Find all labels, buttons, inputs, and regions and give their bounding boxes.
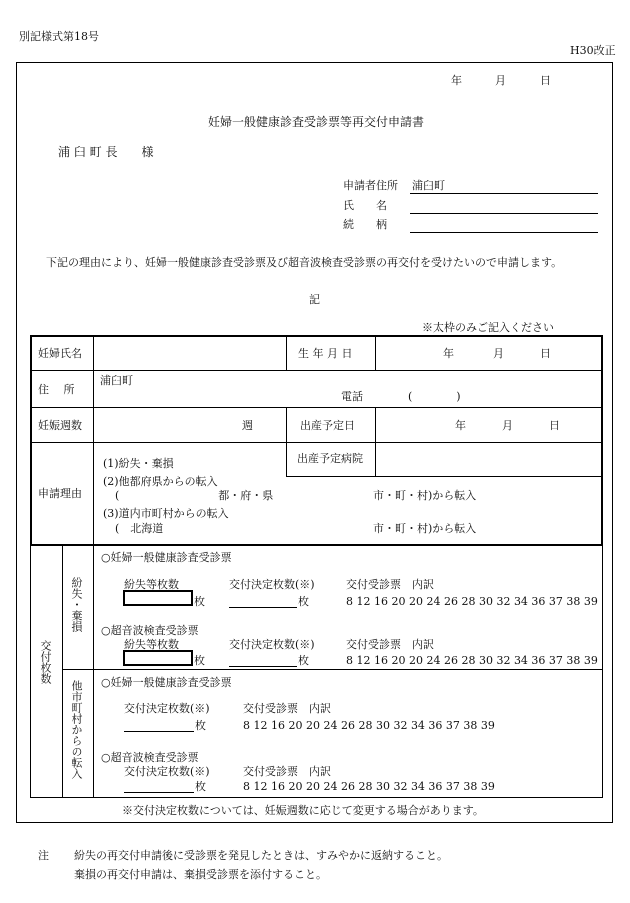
- due-year: 年: [455, 419, 466, 432]
- address-underline: [410, 193, 598, 194]
- col-line: [375, 407, 376, 477]
- lost-general-weeks-list: 8 12 16 20 20 24 26 28 30 32 34 36 37 38 39: [346, 595, 598, 608]
- relation-underline: [410, 232, 598, 233]
- issue-count-label: 交付枚数: [39, 640, 52, 684]
- col-line: [93, 546, 94, 797]
- birth-month: 月: [493, 347, 504, 360]
- form-number: 別記様式第18号: [19, 30, 99, 43]
- lost-general-lost-unit: 枚: [194, 595, 205, 608]
- reason-2-moved-from: 市・町・村)から転入: [373, 489, 477, 502]
- lost-ultra-breakdown-label: 交付受診票 内訳: [346, 638, 434, 651]
- lost-ultrasound-title: ○超音波検査受診票: [101, 624, 199, 637]
- col-line: [30, 546, 31, 797]
- applicant-address-value: 浦臼町: [412, 179, 445, 192]
- lost-ultra-lost-unit: 枚: [194, 654, 205, 667]
- other-ultra-unit: 枚: [195, 780, 206, 793]
- lost-ultra-decided-label: 交付決定枚数(※): [229, 638, 315, 651]
- document-title: 妊婦一般健康診査受診票等再交付申請書: [208, 115, 425, 129]
- row-line: [31, 442, 602, 443]
- row-line: [62, 669, 603, 670]
- ki-mark: 記: [309, 293, 320, 306]
- lost-general-decided-label: 交付決定枚数(※): [229, 578, 315, 591]
- addressee: 浦 臼 町 長 様: [58, 145, 154, 159]
- applicant-address-label: 申請者住所: [343, 179, 398, 192]
- pregnant-name-field[interactable]: [95, 338, 285, 369]
- reason-2-prefecture[interactable]: ( 都・府・県: [115, 489, 274, 502]
- weeks-unit: 週: [242, 419, 253, 432]
- table-footnote: ※交付決定枚数については、妊娠週数に応じて変更する場合があります。: [122, 804, 484, 817]
- other-general-breakdown-label: 交付受診票 内訳: [243, 702, 331, 715]
- lost-damaged-label: 紛失・棄損: [70, 577, 83, 632]
- col-line: [375, 337, 376, 370]
- weeks-field[interactable]: [95, 409, 285, 441]
- col-line: [286, 337, 287, 370]
- lost-general-decided-line[interactable]: [229, 607, 297, 608]
- applicant-name-label: 氏 名: [343, 199, 387, 212]
- reason-label: 申請理由: [38, 487, 82, 500]
- due-date-field[interactable]: [377, 409, 601, 441]
- bold-frame-note: ※太枠のみご記入ください: [422, 321, 554, 334]
- col-line: [62, 546, 63, 797]
- birthdate-label: 生 年 月 日: [298, 347, 353, 360]
- lost-ultra-lost-count-label: 紛失等枚数: [124, 638, 179, 651]
- revision-label: H30改正: [570, 44, 616, 57]
- lost-general-breakdown-label: 交付受診票 内訳: [346, 578, 434, 591]
- pregnant-name-label: 妊婦氏名: [38, 347, 82, 360]
- other-ultra-breakdown-label: 交付受診票 内訳: [243, 765, 331, 778]
- row-line: [286, 476, 602, 477]
- other-general-decided-label: 交付決定枚数(※): [124, 702, 210, 715]
- weeks-label: 妊娠週数: [38, 419, 82, 432]
- col-line: [602, 546, 603, 797]
- name-underline: [410, 213, 598, 214]
- applicant-relation-label: 続 柄: [343, 218, 387, 231]
- due-date-label: 出産予定日: [300, 419, 355, 432]
- other-ultra-decided-label: 交付決定枚数(※): [124, 765, 210, 778]
- notes-label: 注: [38, 849, 49, 862]
- reason-3[interactable]: (3)道内市町村からの転入: [103, 507, 229, 520]
- birth-year: 年: [443, 347, 454, 360]
- row-line: [30, 797, 603, 798]
- lost-general-lost-count-box[interactable]: [123, 590, 193, 606]
- date-day: 日: [540, 74, 551, 87]
- birthdate-field[interactable]: [377, 338, 601, 369]
- lost-ultra-lost-count-box[interactable]: [123, 650, 193, 666]
- other-general-exam-title: ○妊婦一般健康診査受診票: [101, 676, 232, 689]
- date-month: 月: [495, 74, 506, 87]
- row-line: [31, 407, 602, 408]
- lost-ultra-weeks-list: 8 12 16 20 20 24 26 28 30 32 34 36 37 38 39: [346, 654, 598, 667]
- col-line: [93, 337, 94, 544]
- col-line: [286, 407, 287, 477]
- reason-2[interactable]: (2)他都府県からの転入: [103, 475, 218, 488]
- hospital-label: 出産予定病院: [297, 452, 363, 465]
- note-line-2: 棄損の再交付申請は、棄損受診票を添付すること。: [74, 868, 327, 881]
- lost-ultra-decided-line[interactable]: [229, 666, 297, 667]
- lost-ultra-decided-unit: 枚: [298, 654, 309, 667]
- lost-general-lost-count-label: 紛失等枚数: [124, 578, 179, 591]
- other-general-decided-line[interactable]: [124, 731, 194, 732]
- row-line: [31, 370, 602, 371]
- other-ultra-decided-line[interactable]: [124, 792, 194, 793]
- birth-day: 日: [540, 347, 551, 360]
- due-month: 月: [502, 419, 513, 432]
- hospital-field[interactable]: [377, 444, 601, 475]
- phone-label: 電話: [341, 390, 363, 403]
- lost-general-exam-title: ○妊婦一般健康診査受診票: [101, 551, 232, 564]
- due-day: 日: [549, 419, 560, 432]
- lost-general-decided-unit: 枚: [298, 595, 309, 608]
- other-municipality-label: 他市町村からの転入: [70, 680, 83, 779]
- note-line-1: 紛失の再交付申請後に受診票を発見したときは、すみやかに返納すること。: [74, 849, 448, 862]
- other-general-weeks-list: 8 12 16 20 20 24 26 28 30 32 34 36 37 38 39: [243, 719, 495, 732]
- address-value: 浦臼町: [100, 374, 133, 387]
- phone-parens: ( ): [408, 390, 461, 403]
- reason-3-hokkaido[interactable]: ( 北海道: [115, 522, 164, 535]
- other-ultrasound-title: ○超音波検査受診票: [101, 751, 199, 764]
- other-general-unit: 枚: [195, 719, 206, 732]
- address-label: 住 所: [38, 383, 75, 396]
- reason-3-moved-from: 市・町・村)から転入: [373, 522, 477, 535]
- date-year: 年: [451, 74, 462, 87]
- statement: 下記の理由により、妊婦一般健康診査受診票及び超音波検査受診票の再交付を受けたいので申請します。: [46, 256, 563, 269]
- other-ultra-weeks-list: 8 12 16 20 20 24 26 28 30 32 34 36 37 38 39: [243, 780, 495, 793]
- reason-1[interactable]: (1)紛失・棄損: [103, 457, 174, 470]
